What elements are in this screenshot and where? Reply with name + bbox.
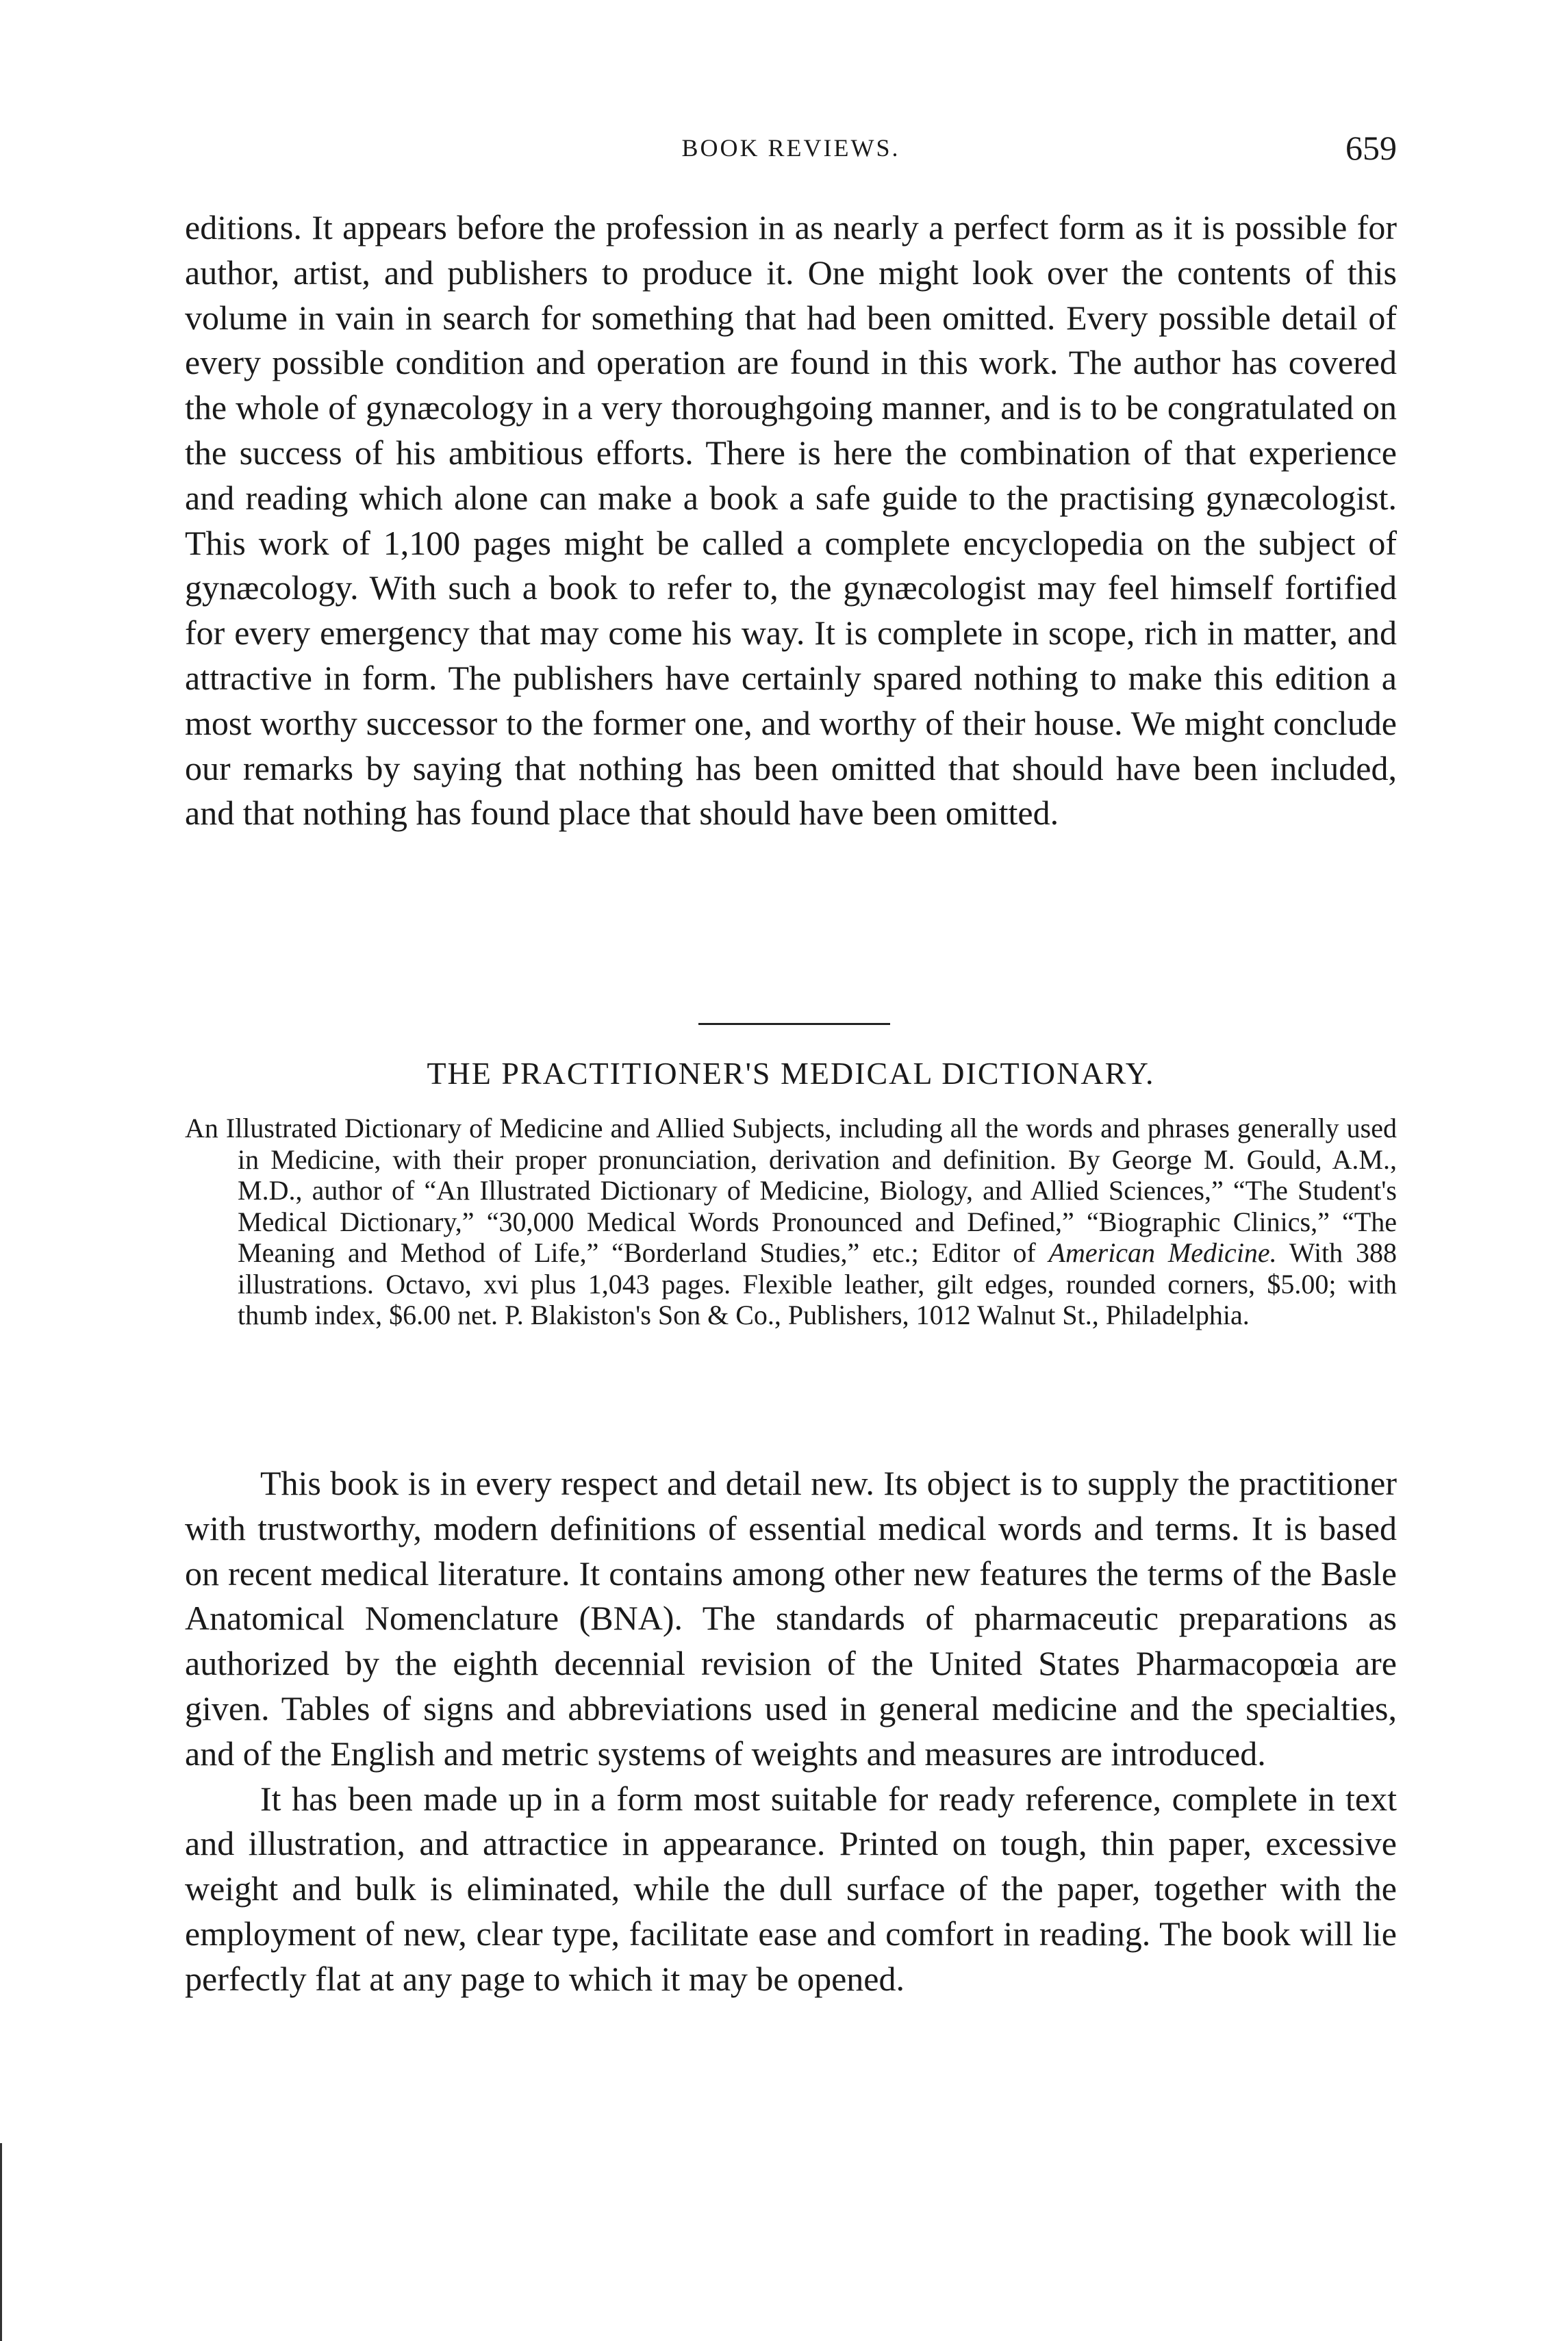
- citation-text: An Illustrated Dictionary of Medicine and Allied Subjects, including all the words and phrases generally used in Medicine, with their proper pronunciation, derivation and definition. By George M. Gould, A.M., M.D., author of “An Illustrated Dictionary of Medicine, Biology, and Allied Sciences,” “The Student's Medical Dictionary,” “30,000 Medical Words Pronounced and Defined,” “Biographic Clinics,” “The Meaning and Method of Life,” “Borderland Studies,” etc.; Editor of: [185, 1113, 1397, 1268]
- page-number: 659: [1345, 129, 1397, 167]
- citation-journal-title: American Medicine.: [1048, 1237, 1277, 1268]
- running-head: [185, 127, 1397, 168]
- book-citation: [185, 1113, 1397, 1331]
- citation-details: With 388 illustrations. Octavo, xvi plus 1,043 pages. Flexible leather, gilt edges, rounded corners, $5.00; with thumb index, $6.00 net. P. Blakiston's Son & Co., Publishers, 1012 Walnut St., Philadelphia.: [238, 1237, 1397, 1330]
- review-paragraph: This book is in every respect and detail new. Its object is to supply the practitioner with trustworthy, modern definitions of essential medical words and terms. It is based on recent medical literature. It contains among other new features the terms of the Basle Anatomical Nomenclature (BNA). The standards of pharmaceutic preparations as authorized by the eighth decennial revision of the United States Pharmacopœia are given. Tables of signs and abbreviations used in general medicine and the specialties, and of the English and metric systems of weights and measures are introduced.: [185, 1464, 1397, 1773]
- review-heading: THE PRACTITIONER'S MEDICAL DICTIONARY.: [427, 1056, 1155, 1091]
- section-divider-rule: [698, 1023, 890, 1025]
- review-body: [185, 1461, 1397, 2002]
- review-paragraph: It has been made up in a form most suitable for ready reference, complete in text and illustration, and attractice in appearance. Printed on tough, thin paper, excessive weight and bulk is eliminated, while the dull surface of the paper, together with the employment of new, clear type, facilitate ease and comfort in reading. The book will lie perfectly flat at any page to which it may be opened.: [185, 1779, 1397, 1998]
- scan-margin-edge: [0, 2143, 2, 2341]
- running-title: BOOK REVIEWS.: [681, 134, 900, 162]
- review-continuation-paragraph: editions. It appears before the profession in as nearly a perfect form as it is possible for author, artist, and publishers to produce it. One might look over the contents of this volume in vain in search for something that had been omitted. Every possible detail of every possible condition and operation are found in this work. The author has covered the whole of gynæcology in a very thoroughgoing manner, and is to be congratulated on the success of his ambitious efforts. There is here the combination of that experience and reading which alone can make a book a safe guide to the practising gynæcologist. This work of 1,100 pages might be called a complete encyclopedia on the subject of gynæcology. With such a book to refer to, the gynæcologist may feel himself fortified for every emergency that may come his way. It is complete in scope, rich in matter, and attractive in form. The publishers have certainly spared nothing to make this edition a most worthy successor to the former one, and worthy of their house. We might conclude our remarks by saying that nothing has been omitted that should have been included, and that nothing has found place that should have been omitted.: [185, 208, 1397, 833]
- review-continuation: [185, 205, 1397, 836]
